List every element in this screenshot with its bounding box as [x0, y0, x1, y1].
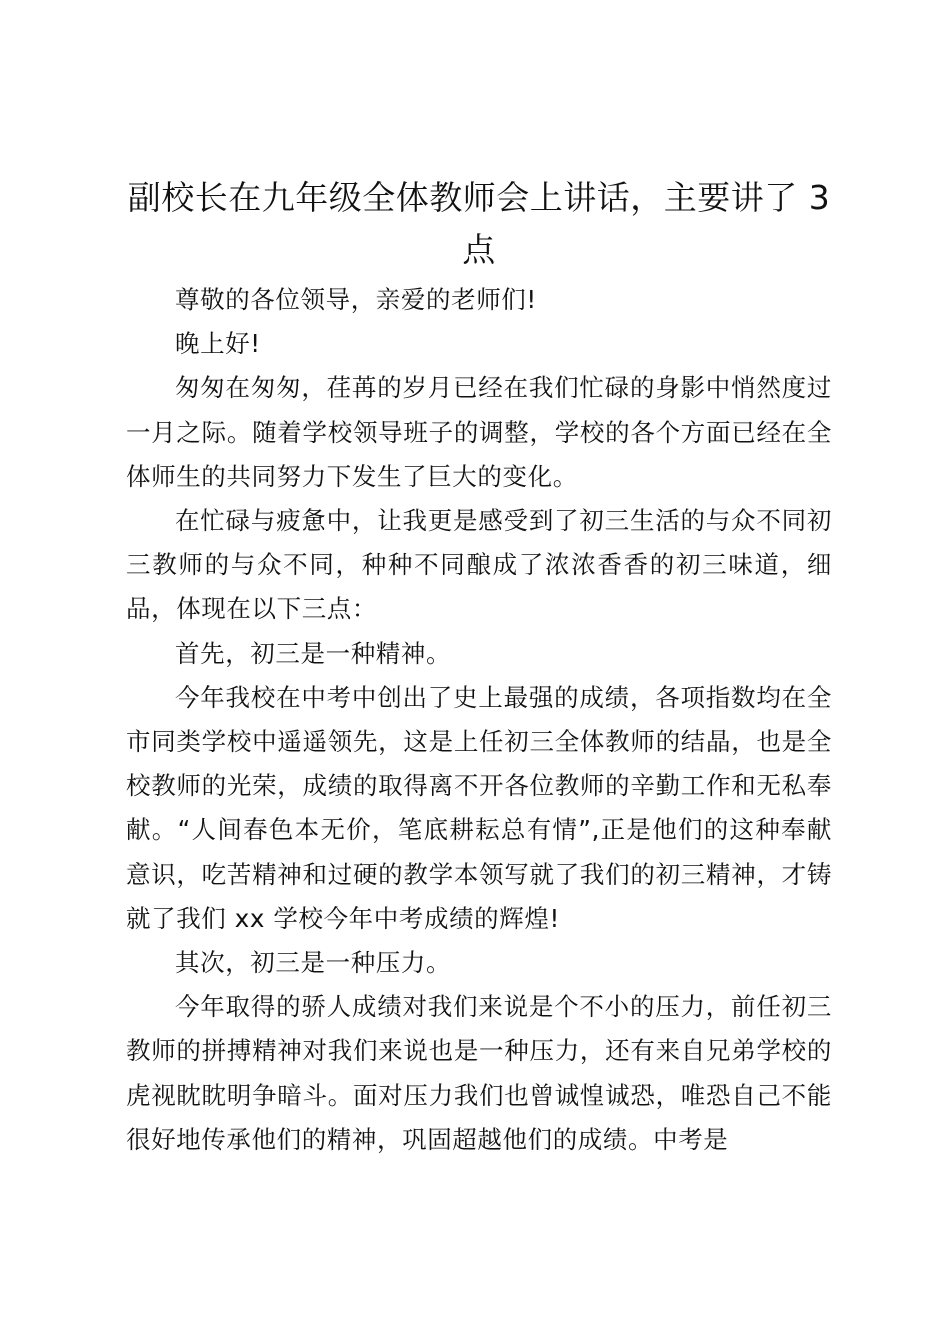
paragraph-point-two-heading: 其次，初三是一种压力。	[175, 948, 452, 978]
paragraph-point-two-body: 今年取得的骄人成绩对我们来说是个不小的压力，前任初三教师的拼搏精神对我们来说也是一种压力，还有来自兄弟学校的虎视眈眈明争暗斗。面对压力我们也曾诚惶诚恐，唯恐自己不能很好地传承他们的精神，巩固超越他们的成绩。中考是	[126, 992, 832, 1154]
document-page	[126, 172, 832, 1162]
paragraph-intro: 匆匆在匆匆，荏苒的岁月已经在我们忙碌的身影中悄然度过一月之际。随着学校领导班子的调整，学校的各个方面已经在全体师生的共同努力下发生了巨大的变化。	[126, 373, 832, 491]
paragraph-point-one-body: 今年我校在中考中创出了史上最强的成绩，各项指数均在全市同类学校中遥遥领先，这是上任初三全体教师的结晶，也是全校教师的光荣，成绩的取得离不开各位教师的辛勤工作和无私奉献。“人间春色本无价，笔底耕耘总有情”,正是他们的这种奉献意识，吃苦精神和过硬的教学本领写就了我们的初三精神，才铸就了我们 xx 学校今年中考成绩的辉煌!	[126, 682, 832, 933]
document-title: 副校长在九年级全体教师会上讲话，主要讲了 3 点	[127, 178, 831, 269]
paragraph-point-one-heading: 首先，初三是一种精神。	[175, 638, 452, 668]
document-body	[126, 278, 832, 1162]
paragraph-good-evening: 晚上好!	[175, 329, 261, 359]
paragraph-greeting: 尊敬的各位领导，亲爱的老师们!	[175, 285, 537, 314]
paragraph-three-points: 在忙碌与疲惫中，让我更是感受到了初三生活的与众不同初三教师的与众不同，种种不同酿成了浓浓香香的初三味道，细品，体现在以下三点：	[126, 506, 832, 624]
